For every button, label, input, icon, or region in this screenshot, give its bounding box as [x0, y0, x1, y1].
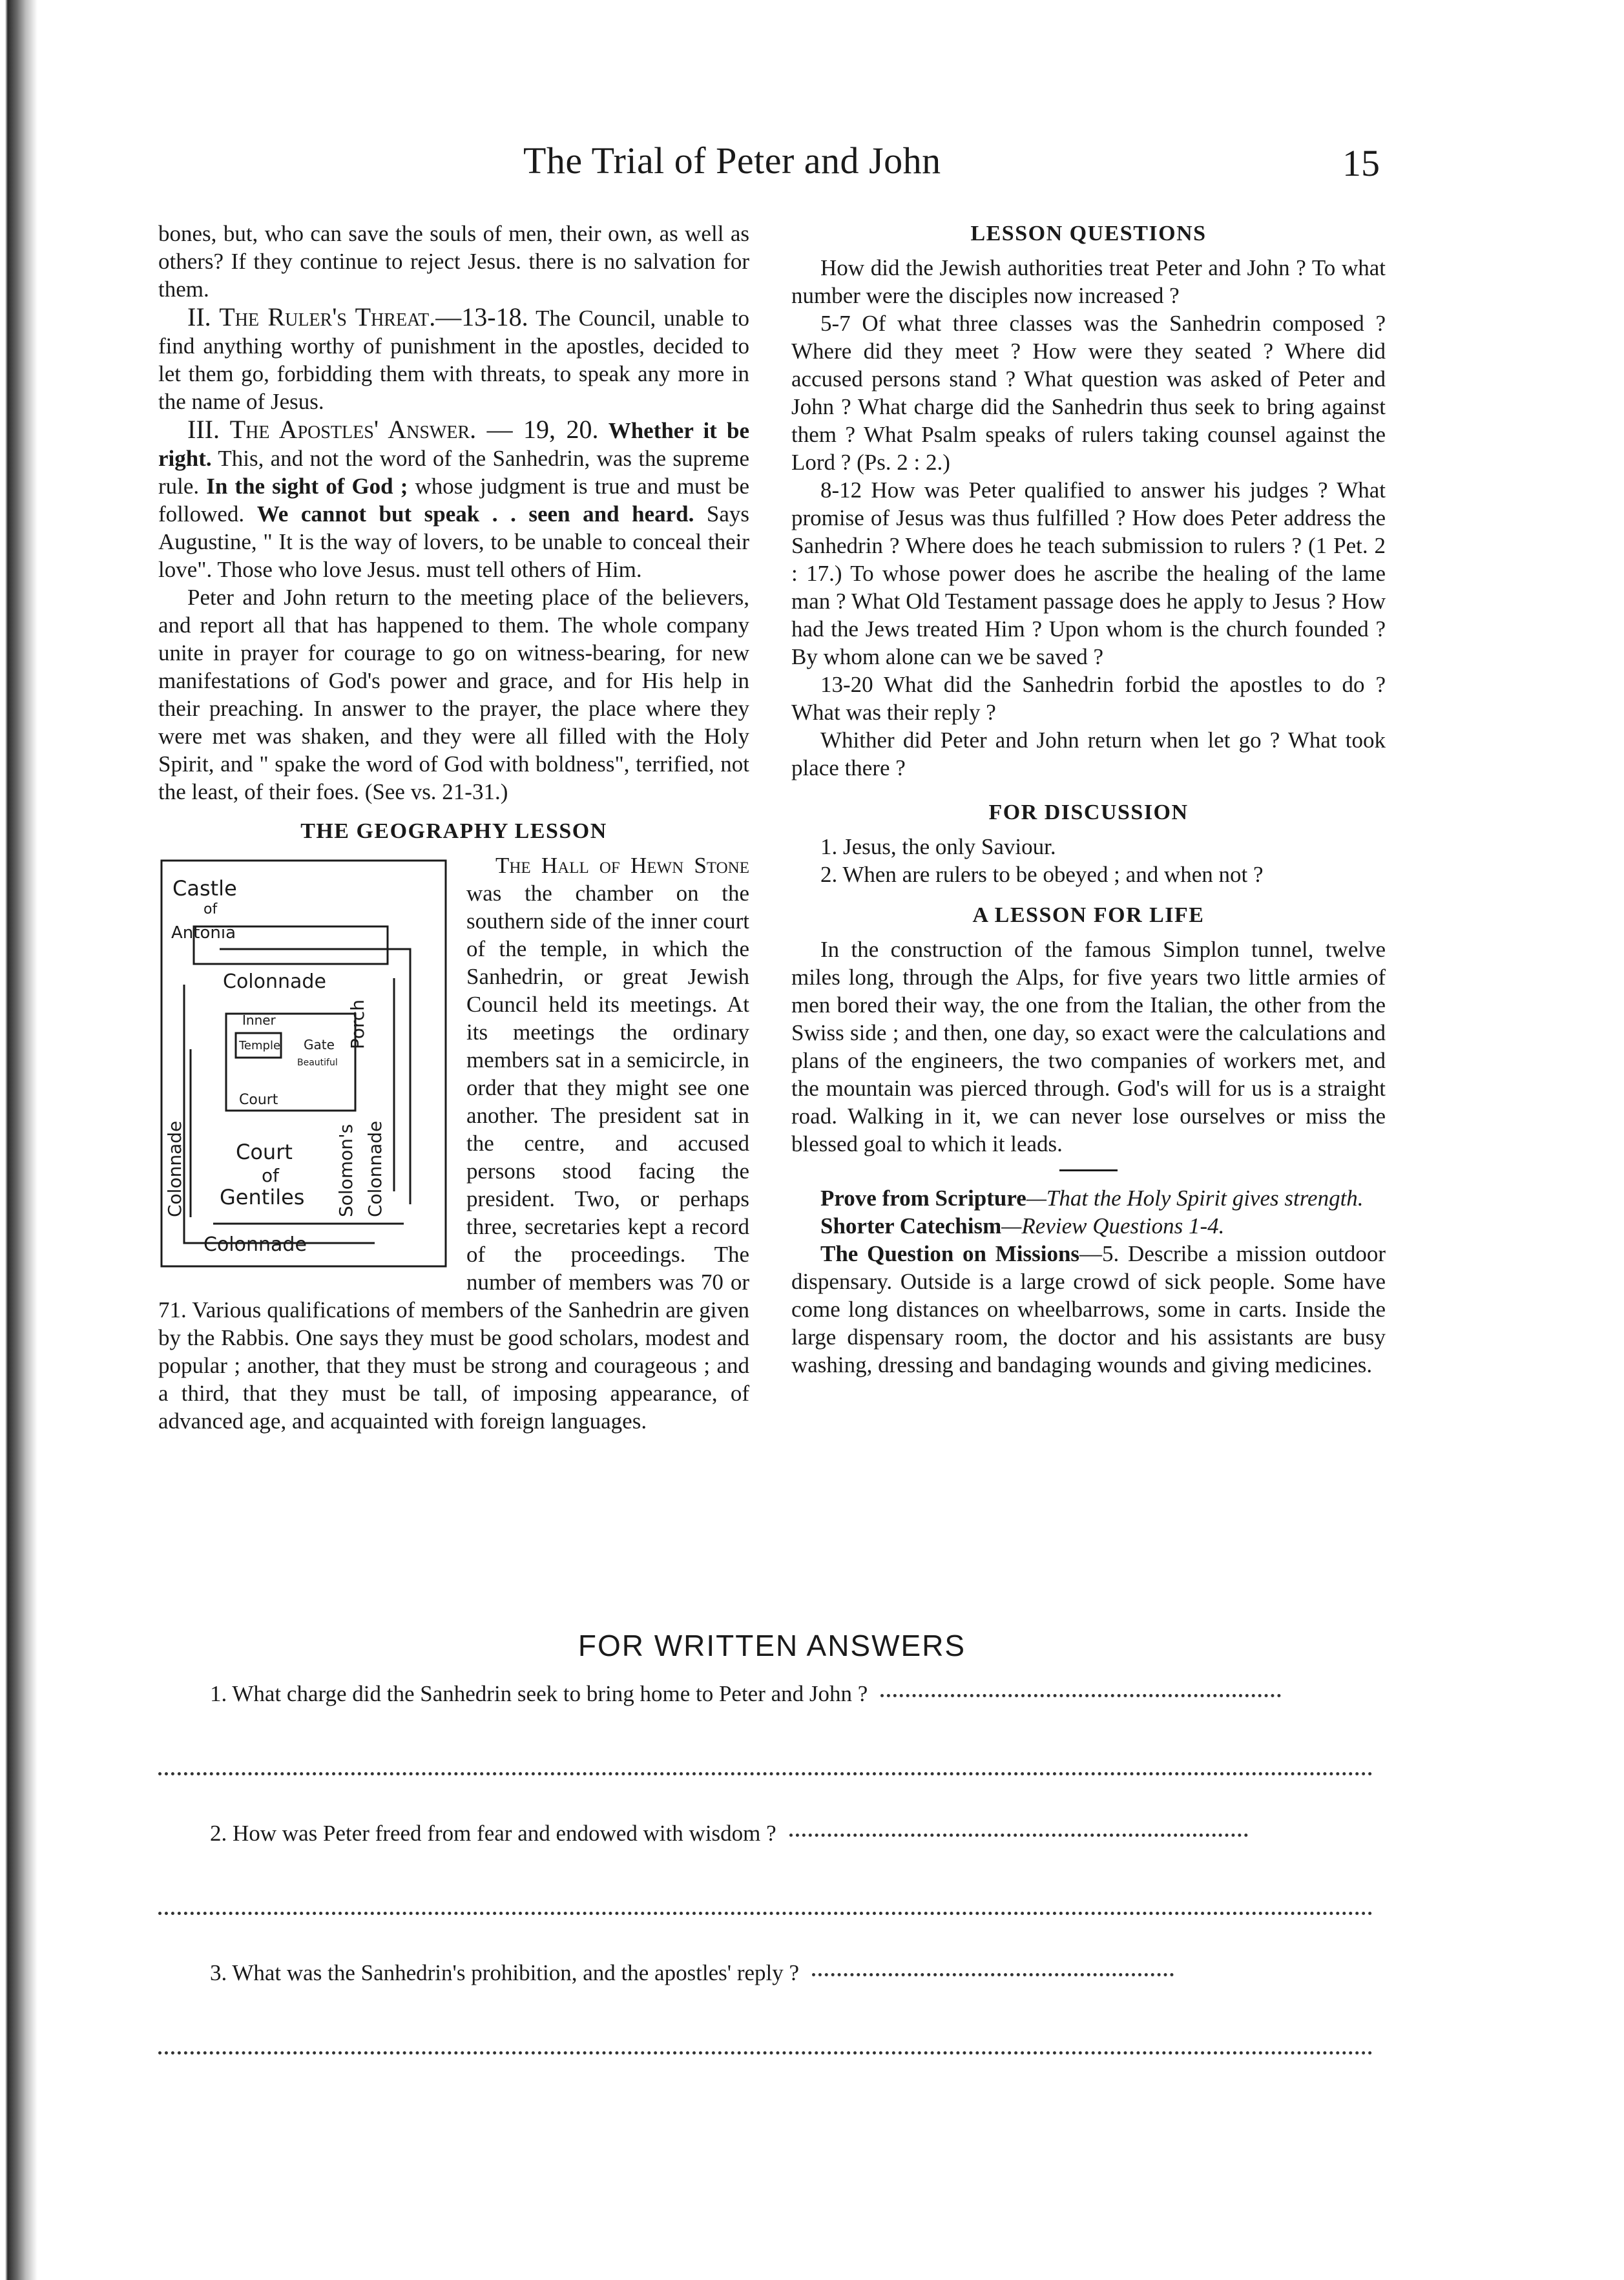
- phrase-whether-right: Whether it be right.: [158, 418, 750, 471]
- map-label-colonnade-bottom: Colonnade: [203, 1233, 307, 1256]
- geography-body: was the chamber on the southern side of the inner court of the temple, in which the Sanhedrin, or great Jewish Council held its meetings. At its meetings the ordinary members sat in a semicircle, in order that they might see one another. The president sat in the centre, and accused persons stood facing the president. Two, or perhaps three, secretaries kept a record of the proceedings. The number of members was 70 or 71. Various qualifications of members of the Sanhedrin are given by the Rabbis. One says they must be good scholars, modest and popular ; another, that they must be strong and courageous ; and a third, that they must be tall, of imposing appearance, of advanced age, and acquainted with foreign languages.: [158, 881, 749, 1434]
- map-label-court-of-gentiles-2: of: [262, 1165, 279, 1186]
- apostles-answer-text-3: Says Augustine, " It is the way of lovers, to be unable to conceal their love". Those who love Jesus. must tell others of Him.: [158, 501, 749, 582]
- written-answers-title: FOR WRITTEN ANSWERS: [578, 1629, 966, 1662]
- temple-map: [158, 855, 452, 1272]
- running-title: The Trial of Peter and John: [523, 140, 941, 182]
- section-heading-rulers-threat: II. The Ruler's Threat.—13-18.: [187, 302, 528, 331]
- geography-lesson: [158, 852, 749, 1435]
- map-label-colonnade-left: Colonnade: [164, 1120, 185, 1217]
- section-heading-apostles-answer: III. The Apostles' Answer. — 19, 20.: [187, 415, 599, 444]
- map-label-temple: Temple: [239, 1039, 281, 1052]
- catechism-label: Shorter Catechism: [820, 1213, 1002, 1239]
- missions-label: The Question on Missions: [820, 1241, 1080, 1266]
- map-label-of: of: [203, 901, 218, 917]
- paragraph-apostles-answer: [158, 415, 749, 583]
- map-label-castle: Castle: [172, 876, 237, 901]
- page-binding-edge: [0, 0, 37, 2280]
- map-label-porch: Porch: [347, 999, 368, 1049]
- phrase-cannot-but-speak: We cannot but speak . . seen and heard.: [256, 501, 694, 527]
- answer-line[interactable]: [158, 1909, 1373, 1915]
- lesson-question-13-20: 13-20 What did the Sanhedrin forbid the apostles to do ? What was their reply ?: [791, 672, 1386, 725]
- paragraph-peter-john-return: Peter and John return to the meeting place of the believers, and report all that has happened to them. The whole company unite in prayer for courage to go on witness-bearing, for new manifestations of God's power and grace, and for His help in their preaching. In answer to the prayer, the place where they were met was shaken, and they were all filled with the Holy Spirit, and " spake the word of God with boldness", terrified, not the least, of their foes. (See vs. 21-31.): [158, 585, 749, 804]
- lesson-questions-heading: LESSON QUESTIONS: [970, 222, 1207, 246]
- prove-text: —That the Holy Spirit gives strength.: [1026, 1186, 1364, 1211]
- map-label-court-of-gentiles-1: Court: [236, 1140, 293, 1164]
- apostles-answer-text-2: whose judgment is true and must be followed.: [158, 474, 749, 527]
- lesson-for-life-text: In the construction of the famous Simplon tunnel, twelve miles long, through the Alps, for five years two little armies of men bored their way, the one from the Italian, the other from the Swiss side ; and then, one day, so exact were the calculations and plans of the engineers, the two companies of workers met, and the mountain was pierced through. God's will for us is a straight road. Walking in it, we can never lose ourselves or miss the blessed goal to which it leads.: [791, 937, 1386, 1156]
- lesson-question-1: How did the Jewish authorities treat Peter and John ? To what number were the disciples now increased ?: [791, 255, 1386, 308]
- divider: [1059, 1169, 1118, 1171]
- map-label-inner-court: Inner: [242, 1012, 276, 1028]
- answer-line[interactable]: [158, 1769, 1373, 1775]
- answer-line[interactable]: [158, 2048, 1373, 2055]
- written-question-1-text: 1. What charge did the Sanhedrin seek to bring home to Peter and John ?: [210, 1681, 868, 1706]
- rulers-threat-text: The Council, unable to find anything worthy of punishment in the apostles, decided to let them go, forbidding them with threats, to speak any more in the name of Jesus.: [158, 306, 749, 414]
- catechism-text: —Review Questions 1-4.: [1001, 1213, 1225, 1239]
- discussion-item-1: 1. Jesus, the only Saviour.: [820, 834, 1056, 859]
- left-column: [158, 220, 749, 1435]
- hall-of-hewn-stone: The Hall of Hewn Stone: [495, 853, 749, 878]
- lesson-question-8-12: 8-12 How was Peter qualified to answer his judges ? What promise of Jesus was thus fulfilled ? How does Peter address the Sanhedrin ? Where does he teach submission to rulers ? (1 Pet. 2 : 17.) To whose power does he ascribe the healing of the lame man ? What Old Testament passage does he apply to Jesus ? How had the Jews treated Him ? Upon whom is the church founded ? By whom alone can we be saved ?: [791, 477, 1386, 669]
- map-label-court: Court: [239, 1092, 278, 1108]
- map-label-colonnade-top: Colonnade: [223, 970, 326, 993]
- map-label-solomons: Solomon's: [335, 1124, 357, 1217]
- prove-label: Prove from Scripture: [820, 1186, 1026, 1211]
- map-label-beautiful: Beautiful: [297, 1058, 338, 1068]
- map-label-antonia: Antonia: [171, 923, 236, 943]
- written-question-3: [210, 1960, 1386, 1995]
- map-label-court-of-gentiles-3: Gentiles: [220, 1185, 305, 1209]
- question-on-missions: [791, 1240, 1386, 1379]
- geography-heading: THE GEOGRAPHY LESSON: [300, 819, 607, 843]
- map-label-colonnade-right: Colonnade: [364, 1120, 386, 1217]
- written-question-1: [210, 1681, 1386, 1716]
- discussion-item-2: 2. When are rulers to be obeyed ; and when not ?: [820, 862, 1264, 887]
- lesson-question-whither: Whither did Peter and John return when let go ? What took place there ?: [791, 727, 1386, 780]
- apostles-answer-text-1: This, and not the word of the Sanhedrin, was the supreme rule.: [158, 446, 749, 499]
- written-question-3-text: 3. What was the Sanhedrin's prohibition, and the apostles' reply ?: [210, 1960, 800, 1985]
- written-question-2: [210, 1821, 1386, 1856]
- shorter-catechism: [791, 1212, 1386, 1240]
- lesson-for-life-heading: A LESSON FOR LIFE: [972, 903, 1205, 927]
- paragraph-bones: bones, but, who can save the souls of men, their own, as well as others? If they continue to reject Jesus. there is no salvation for them.: [158, 221, 749, 302]
- answer-line[interactable]: [880, 1694, 1281, 1697]
- paragraph-rulers-threat: [158, 303, 749, 415]
- map-label-gate: Gate: [304, 1037, 335, 1052]
- phrase-sight-of-god: In the sight of God ;: [206, 474, 408, 499]
- missions-text: —5. Describe a mission outdoor dispensary. Outside is a large crowd of sick people. Some have come long distances on wheelbarrows, some in carts. Inside the large dispensary room, the doctor and his assistants are busy washing, dressing and bandaging wounds and giving medicines.: [791, 1241, 1386, 1377]
- page-number: 15: [1342, 142, 1380, 184]
- answer-line[interactable]: [812, 1973, 1174, 1976]
- prove-from-scripture: [791, 1184, 1386, 1212]
- lesson-question-5-7: 5-7 Of what three classes was the Sanhedrin composed ? Where did they meet ? How were they seated ? Where did accused persons stand ? What question was asked of Peter and John ? What charge did the Sanhedrin thus seek to bring against them ? What Psalm speaks of rulers taking counsel against the Lord ? (Ps. 2 : 2.): [791, 311, 1386, 475]
- written-answers-section: [158, 1628, 1386, 2055]
- written-question-2-text: 2. How was Peter freed from fear and endowed with wisdom ?: [210, 1821, 776, 1846]
- discussion-heading: FOR DISCUSSION: [988, 800, 1189, 824]
- right-column: [791, 220, 1386, 1379]
- answer-line[interactable]: [789, 1834, 1248, 1837]
